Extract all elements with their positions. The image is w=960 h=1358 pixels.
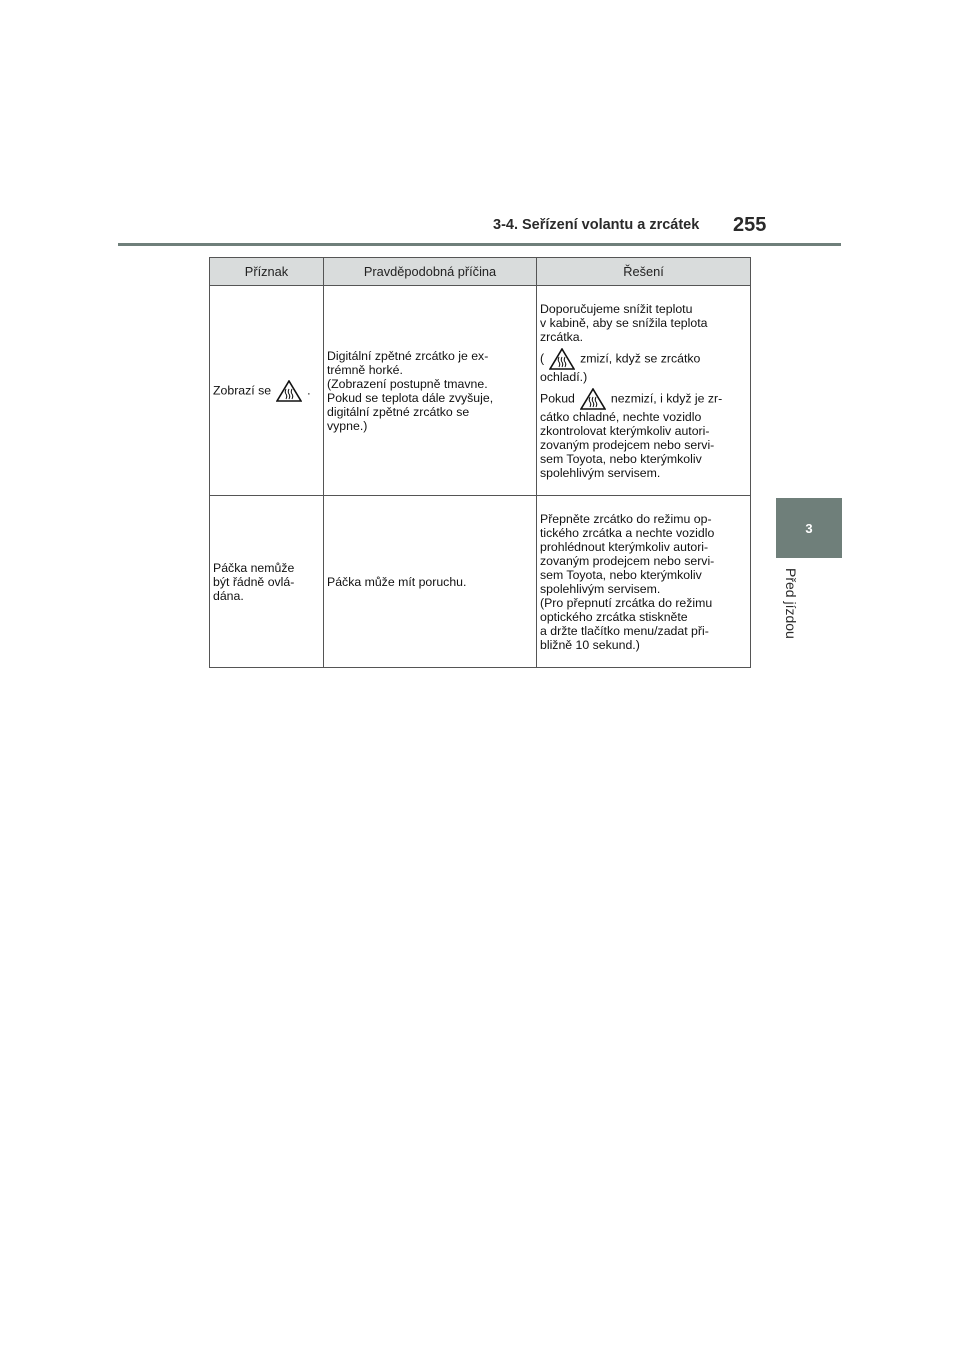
cause-cell (324, 496, 537, 668)
symptom-text: Zobrazí se (213, 382, 272, 397)
troubleshooting-table (209, 257, 751, 668)
header-divider (118, 243, 841, 246)
header-cause: Pravděpodobná příčina (324, 258, 537, 286)
cause-text: Digitální zpětné zrcátko je ex- trémně horké. (Zobrazení postupně tmavne. Pokud se teplota dále zvyšuje, digitální zpětné zrcátko se vypne.) (327, 348, 494, 433)
high-temperature-warning-icon (276, 380, 302, 402)
solution-p2-end: zmizí, když se zrcátko ochladí.) (540, 350, 701, 384)
solution-text: Přepněte zrcátko do režimu op- tického zrcátka a nechte vozidlo prohlédnout kterýmkoliv autori- zovaným prodejcem nebo servi- sem Toyota, nebo kterýmkoliv spolehlivým servisem. (Pro přepnutí zrcátka do režimu optického zrcátka stiskněte a držte tlačítko menu/zadat při- bližně 10 sekund.) (540, 511, 715, 652)
solution-p3-start: Pokud (540, 390, 575, 405)
table-row (210, 496, 751, 668)
symptom-text: Páčka nemůže být řádně ovlá- dána. (213, 560, 295, 603)
symptom-cell (210, 496, 324, 668)
cause-cell (324, 286, 537, 496)
solution-cell (537, 286, 751, 496)
page-number: 255 (733, 214, 767, 236)
solution-paragraph-3 (540, 388, 747, 480)
solution-p2-start: ( (540, 350, 545, 365)
high-temperature-warning-icon (549, 348, 575, 370)
solution-p3-end: nezmizí, i když je zr- cátko chladné, nechte vozidlo zkontrolovat kterýmkoliv autori- zovaným prodejcem nebo servi- sem Toyota, nebo kterýmkoliv spolehlivým servisem. (540, 390, 723, 480)
header-solution: Řešení (537, 258, 751, 286)
solution-paragraph-1: Doporučujeme snížit teplotu v kabině, aby se snížila teplota zrcátka. (540, 301, 708, 344)
table-header-row (210, 258, 751, 286)
chapter-tab (776, 498, 842, 558)
solution-cell (537, 496, 751, 668)
chapter-title: Před jízdou (783, 568, 799, 639)
chapter-number: 3 (805, 520, 813, 536)
header-symptom: Příznak (210, 258, 324, 286)
section-title: 3-4. Seřízení volantu a zrcátek (493, 217, 700, 233)
cause-text: Páčka může mít poruchu. (327, 574, 467, 589)
symptom-cell (210, 286, 324, 496)
table-row (210, 286, 751, 496)
high-temperature-warning-icon (580, 388, 606, 410)
solution-paragraph-2 (540, 348, 747, 384)
symptom-text-end: . (307, 382, 311, 397)
